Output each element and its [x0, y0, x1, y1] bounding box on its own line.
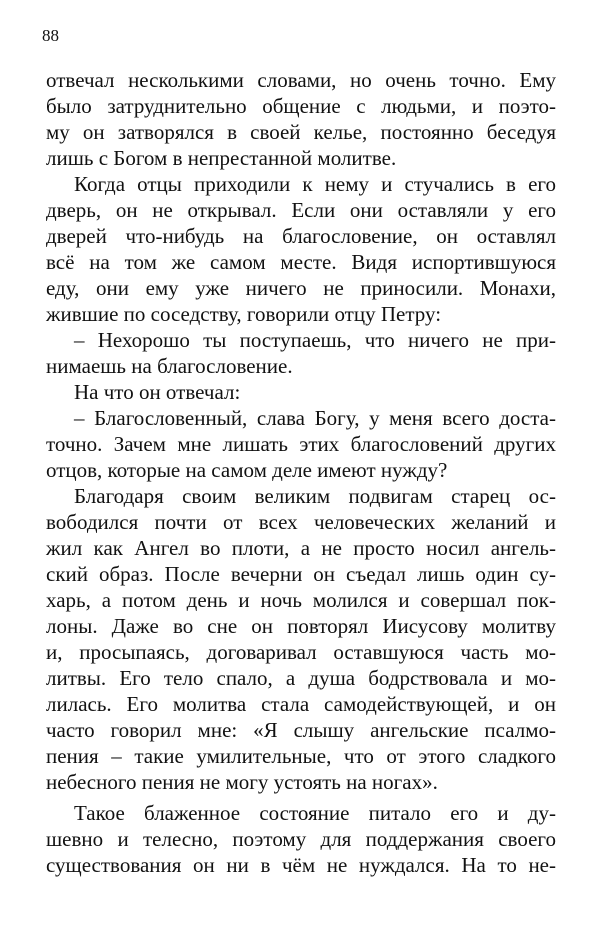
text-line: дверь, он не открывал. Если они оставляли у его	[46, 198, 556, 222]
paragraph	[46, 171, 556, 327]
text-line: отвечал несколькими словами, но очень точно. Ему	[46, 68, 556, 92]
text-line: жил как Ангел во плоти, а не просто носил ангель-	[46, 536, 556, 560]
text-line: лилась. Его молитва стала самодействующей, и он	[46, 692, 556, 716]
text-line: было затруднительно общение с людьми, и поэто-	[46, 94, 556, 118]
page-number: 88	[42, 26, 59, 45]
text-line: точно. Зачем мне лишать этих благословений других	[46, 432, 556, 456]
text-line: шевно и телесно, поэтому для поддержания своего	[46, 827, 556, 851]
text-line: жившие по соседству, говорили отцу Петру:	[46, 302, 442, 326]
text-line: дверей что-нибудь на благословение, он оставлял	[46, 224, 556, 248]
paragraph	[46, 379, 556, 405]
paragraph	[46, 405, 556, 483]
text-line: еду, они ему уже ничего не приносили. Монахи,	[46, 276, 556, 300]
text-line: харь, а потом день и ночь молился и совершал пок-	[46, 588, 556, 612]
text-line: отцов, которые на самом деле имеют нужду?	[46, 458, 448, 482]
text-line: вободился почти от всех человеческих желаний и	[46, 510, 556, 534]
text-line: часто говорил мне: «Я слышу ангельские псалмо-	[46, 718, 556, 742]
text-line: лоны. Даже во сне он повторял Иисусову молитву	[46, 614, 556, 638]
text-line: Когда отцы приходили к нему и стучались в его	[74, 172, 556, 196]
text-line: лишь с Богом в непрестанной молитве.	[46, 146, 397, 170]
text-line: – Нехорошо ты поступаешь, что ничего не при-	[74, 328, 556, 352]
text-line: всё на том же самом месте. Видя испортившуюся	[46, 250, 556, 274]
paragraph	[46, 67, 556, 171]
text-line: му он затворялся в своей келье, постоянно беседуя	[46, 120, 556, 144]
text-line: пения – такие умилительные, что от этого сладкого	[46, 744, 556, 768]
text-line: Такое блаженное состояние питало его и ду-	[74, 801, 556, 825]
paragraph	[46, 483, 556, 795]
text-line: небесного пения не могу устоять на ногах».	[46, 770, 438, 794]
text-line: существования он ни в чём не нуждался. На то не-	[46, 853, 556, 877]
text-line: На что он отвечал:	[74, 380, 241, 404]
text-line: литвы. Его тело спало, а душа бодрствовала и мо-	[46, 666, 556, 690]
paragraph	[46, 327, 556, 379]
text-line: ский образ. После вечерни он съедал лишь один су-	[46, 562, 556, 586]
text-line: Благодаря своим великим подвигам старец ос-	[74, 484, 556, 508]
text-line: и, просыпаясь, договаривал оставшуюся часть мо-	[46, 640, 556, 664]
paragraph	[46, 800, 556, 878]
text-line: нимаешь на благословение.	[46, 354, 293, 378]
body-text	[46, 67, 556, 878]
text-line: – Благословенный, слава Богу, у меня всего доста-	[74, 406, 556, 430]
